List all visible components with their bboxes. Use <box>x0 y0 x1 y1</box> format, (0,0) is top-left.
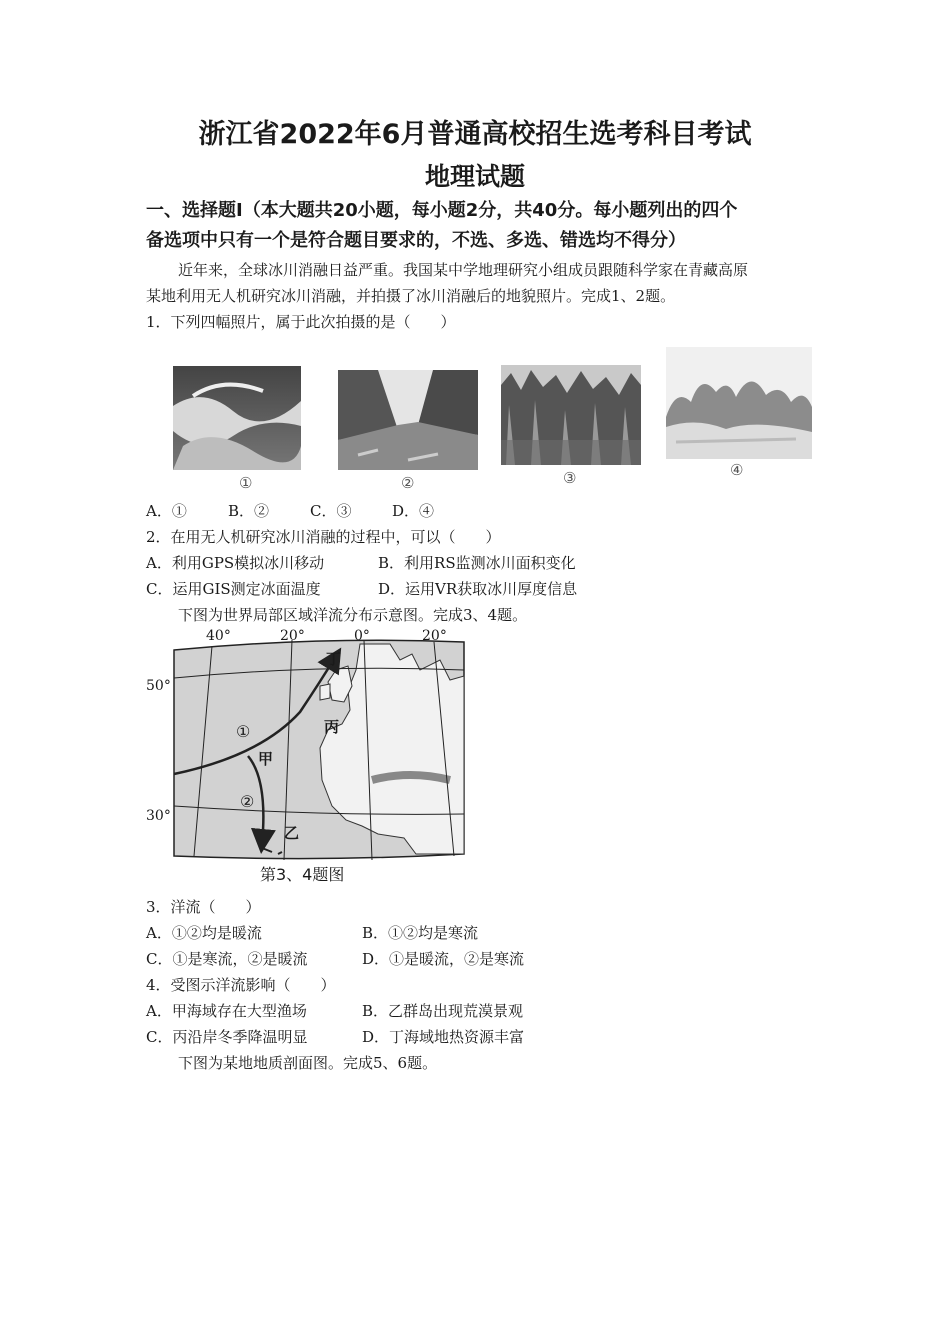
map-label-jia: 甲 <box>258 750 274 768</box>
intro-q1-2-line2: 某地利用无人机研究冰川消融，并拍摄了冰川消融后的地貌照片。完成1、2题。 <box>146 287 676 305</box>
q1-stem: 1．下列四幅照片，属于此次拍摄的是（ ） <box>146 313 456 331</box>
q3-option-a[interactable]: A．①②均是暖流 <box>146 924 262 942</box>
map-label-yi: 乙 <box>284 824 300 842</box>
map-label-ding: 丁 <box>326 650 342 668</box>
photo-3-label: ③ <box>563 469 577 487</box>
q3-option-d[interactable]: D．①是暖流，②是寒流 <box>362 950 525 968</box>
photo-3 <box>501 365 641 465</box>
q2-option-b[interactable]: B．利用RS监测冰川面积变化 <box>378 554 576 572</box>
q3-stem: 3．洋流（ ） <box>146 898 261 916</box>
section-heading-line1: 一、选择题Ⅰ（本大题共20小题，每小题2分，共40分。每小题列出的四个 <box>146 200 738 221</box>
q2-option-a[interactable]: A．利用GPS模拟冰川移动 <box>146 554 325 572</box>
exam-subtitle: 地理试题 <box>424 162 525 191</box>
q3-option-c[interactable]: C．①是寒流，②是暖流 <box>146 950 308 968</box>
q3-option-b[interactable]: B．①②均是寒流 <box>362 924 479 942</box>
q1-option-a[interactable]: A．① <box>146 502 187 520</box>
q4-option-c[interactable]: C．丙沿岸冬季降温明显 <box>146 1028 308 1046</box>
q1-option-d[interactable]: D．④ <box>392 502 435 520</box>
q4-stem: 4．受图示洋流影响（ ） <box>146 976 336 994</box>
q2-option-c[interactable]: C．运用GIS测定冰面温度 <box>146 580 321 598</box>
lat-label-50: 50° <box>146 678 171 694</box>
q1-option-c[interactable]: C．③ <box>310 502 352 520</box>
photo-2-label: ② <box>401 474 415 492</box>
ocean-current-map <box>146 628 468 890</box>
current-1-label: ① <box>236 722 251 741</box>
q1-option-b[interactable]: B．② <box>228 502 270 520</box>
lat-label-30: 30° <box>146 808 171 824</box>
q4-option-a[interactable]: A．甲海域存在大型渔场 <box>146 1002 307 1020</box>
exam-title: 浙江省2022年6月普通高校招生选考科目考试 <box>198 119 752 150</box>
lon-label-0: 0° <box>354 628 370 644</box>
lon-label-40w: 40° <box>206 628 231 644</box>
map-label-bing: 丙 <box>324 718 340 736</box>
lon-label-20w: 20° <box>280 628 305 644</box>
intro-q5-6: 下图为某地地质剖面图。完成5、6题。 <box>178 1054 438 1072</box>
q4-option-d[interactable]: D．丁海域地热资源丰富 <box>362 1028 525 1046</box>
photo-1-label: ① <box>239 474 253 492</box>
photo-4 <box>666 347 812 459</box>
intro-q3-4: 下图为世界局部区域洋流分布示意图。完成3、4题。 <box>178 606 528 624</box>
section-heading-line2: 备选项中只有一个是符合题目要求的，不选、多选、错选均不得分） <box>146 230 686 251</box>
current-2-label: ② <box>240 792 255 811</box>
photo-2 <box>338 370 478 470</box>
lon-label-20e: 20° <box>422 628 447 644</box>
q4-option-b[interactable]: B．乙群岛出现荒漠景观 <box>362 1002 524 1020</box>
intro-q1-2-line1: 近年来，全球冰川消融日益严重。我国某中学地理研究小组成员跟随科学家在青藏高原 <box>178 261 749 279</box>
photo-4-label: ④ <box>730 461 744 479</box>
photo-1 <box>173 366 301 470</box>
q2-stem: 2．在用无人机研究冰川消融的过程中，可以（ ） <box>146 528 501 546</box>
map-caption: 第3、4题图 <box>260 865 345 884</box>
q2-option-d[interactable]: D．运用VR获取冰川厚度信息 <box>378 580 578 598</box>
